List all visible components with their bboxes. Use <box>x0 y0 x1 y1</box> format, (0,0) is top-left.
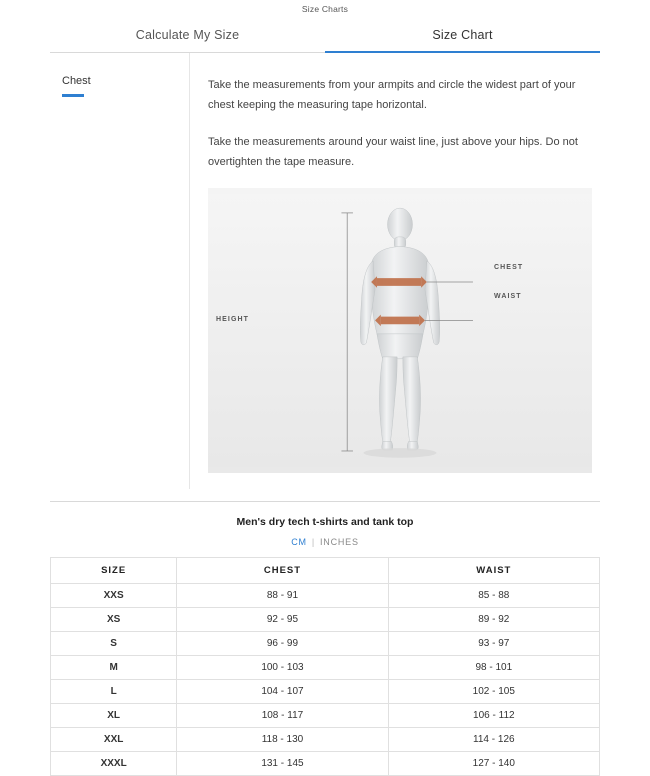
cell-size: S <box>51 632 177 656</box>
chest-label: CHEST <box>494 264 524 272</box>
cell-chest: 96 - 99 <box>177 632 388 656</box>
section-divider <box>50 501 600 502</box>
column-header-size: SIZE <box>51 558 177 584</box>
tab-calculate-my-size[interactable]: Calculate My Size <box>135 28 240 42</box>
instruction-paragraph-waist: Take the measurements around your waist line, just above your hips. Do not overtighten the tape measure. <box>208 135 578 169</box>
cell-chest: 88 - 91 <box>177 584 388 608</box>
table-row <box>51 752 600 776</box>
cell-size: L <box>51 680 177 704</box>
cell-size: XS <box>51 608 177 632</box>
cell-waist: 98 - 101 <box>388 656 599 680</box>
cell-waist: 102 - 105 <box>388 680 599 704</box>
cell-waist: 93 - 97 <box>388 632 599 656</box>
cell-waist: 114 - 126 <box>388 728 599 752</box>
cell-chest: 131 - 145 <box>177 752 388 776</box>
column-header-chest: CHEST <box>177 558 388 584</box>
cell-size: M <box>51 656 177 680</box>
table-row <box>51 632 600 656</box>
cell-waist: 106 - 112 <box>388 704 599 728</box>
unit-inches-option[interactable]: INCHES <box>319 537 359 548</box>
waist-label: WAIST <box>494 293 522 301</box>
cell-chest: 92 - 95 <box>177 608 388 632</box>
sidebar-active-indicator <box>62 94 84 97</box>
cell-waist: 89 - 92 <box>388 608 599 632</box>
height-label: HEIGHT <box>216 316 250 324</box>
table-row <box>51 656 600 680</box>
table-row <box>51 608 600 632</box>
cell-size: XXXL <box>51 752 177 776</box>
sidebar-item-chest[interactable]: Chest <box>62 75 91 87</box>
cell-size: XXL <box>51 728 177 752</box>
page-title: Size Charts <box>301 4 349 14</box>
size-chart-title: Men's dry tech t-shirts and tank top <box>236 516 414 529</box>
table-row <box>51 680 600 704</box>
mannequin-illustration <box>208 188 592 473</box>
measurement-sidebar <box>50 53 190 489</box>
cell-waist: 85 - 88 <box>388 584 599 608</box>
cell-chest: 118 - 130 <box>177 728 388 752</box>
tab-size-chart[interactable]: Size Chart <box>325 21 600 53</box>
table-row <box>51 728 600 752</box>
unit-separator: | <box>311 537 315 548</box>
measurement-figure <box>208 188 592 473</box>
cell-chest: 104 - 107 <box>177 680 388 704</box>
cell-chest: 100 - 103 <box>177 656 388 680</box>
column-header-waist: WAIST <box>388 558 599 584</box>
table-row <box>51 704 600 728</box>
cell-size: XXS <box>51 584 177 608</box>
unit-cm-option[interactable]: CM <box>291 537 307 548</box>
cell-waist: 127 - 140 <box>388 752 599 776</box>
cell-size: XL <box>51 704 177 728</box>
tab-bar <box>50 21 600 53</box>
instruction-paragraph-chest: Take the measurements from your armpits and circle the widest part of your chest keeping the measuring tape horizontal. <box>208 79 576 112</box>
table-header-row <box>51 558 600 584</box>
size-chart-table <box>50 557 600 776</box>
content-panel <box>50 53 600 489</box>
table-row <box>51 584 600 608</box>
instructions-panel <box>190 53 600 489</box>
unit-toggle <box>0 537 650 547</box>
cell-chest: 108 - 117 <box>177 704 388 728</box>
